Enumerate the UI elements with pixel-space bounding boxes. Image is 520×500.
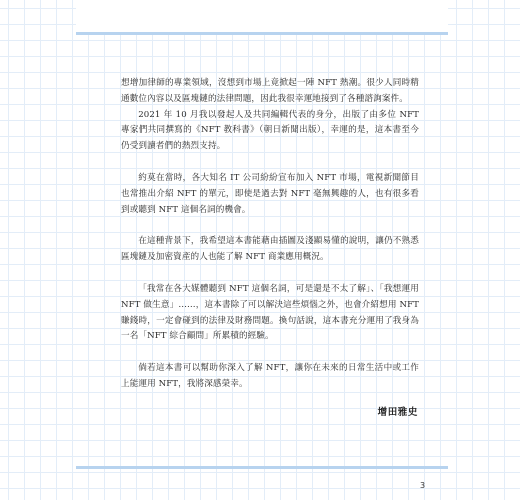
- paragraph-gap: [121, 218, 419, 234]
- paragraph: 2021 年 10 月我以發起人及共同編輯代表的身分，出版了由多位 NFT 專家們共同撰寫的《NFT 教科書》（朝日新聞出版），幸運的是，這本書至今仍受到讀者們的熱烈支持。: [121, 109, 419, 152]
- paragraph: 「我常在各大媒體聽到 NFT 這個名詞，可是還是不太了解」、「我想運用 NFT 做生意」……，這本書除了可以解決這些煩惱之外，也會介紹想用 NFT 賺錢時，一定會碰到的法律及財務問題。換句話說，這本書充分運用了我身為一名「NFT 綜合顧問」所累積的經驗。: [121, 283, 419, 342]
- paragraph: 約莫在當時，各大知名 IT 公司紛紛宣布加入 NFT 市場，電視新聞節目也常推出介紹 NFT 的單元，即使是過去對 NFT 毫無興趣的人，也有很多看到或聽到 NFT 這個名詞的機會。: [121, 172, 419, 215]
- paragraph-gap: [121, 155, 419, 171]
- preface-body: [121, 76, 419, 393]
- top-rule: [76, 32, 448, 35]
- top-margin: [76, 0, 448, 32]
- paragraph-gap: [121, 266, 419, 282]
- paragraph: 倘若這本書可以幫助你深入了解 NFT，讓你在未來的日常生活中或工作上能運用 NFT，我將深感榮幸。: [121, 363, 419, 389]
- paragraph: 在這種背景下，我希望這本書能藉由插圖及淺顯易懂的說明，讓仍不熟悉區塊鏈及加密資產的人也能了解 NFT 商業應用概況。: [121, 236, 419, 263]
- paragraph: 想增加律師的專業領域，沒想到市場上竟掀起一陣 NFT 熱潮。很少人同時精通數位內容以及區塊鏈的法律問題，因此我很幸運地接到了各種諮詢案件。: [121, 78, 419, 104]
- paragraph-gap: [121, 345, 419, 361]
- author-signature: 增田雅史: [377, 407, 418, 418]
- page-number: 3: [420, 481, 426, 490]
- bottom-rule: [76, 466, 448, 469]
